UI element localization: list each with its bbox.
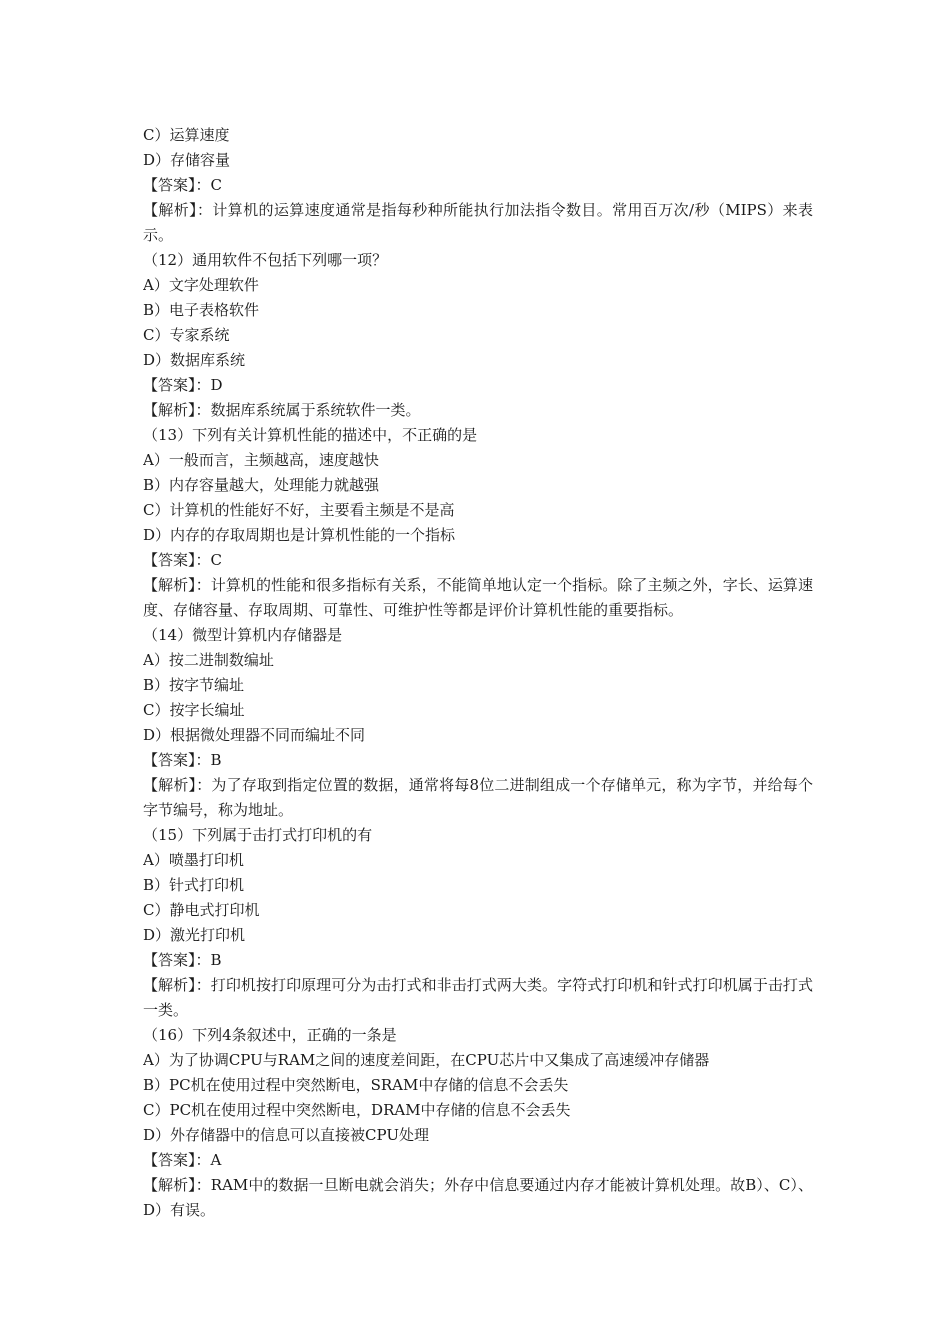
answer: 【答案】：C — [143, 551, 222, 569]
option-d: D）根据微处理器不同而编址不同 — [143, 726, 366, 744]
question-15: （15）下列属于击打式打印机的有 — [143, 826, 373, 844]
option-b: B）针式打印机 — [143, 876, 245, 894]
document-page — [143, 123, 813, 1223]
option-d: D）外存储器中的信息可以直接被CPU处理 — [143, 1126, 429, 1144]
question-13: （13）下列有关计算机性能的描述中，不正确的是 — [143, 426, 478, 444]
answer: 【答案】：B — [143, 751, 222, 769]
explanation: 【解析】：数据库系统属于系统软件一类。 — [143, 401, 421, 419]
option-a: A）按二进制数编址 — [143, 651, 274, 669]
option-d: D）激光打印机 — [143, 926, 246, 944]
option-a: A）一般而言，主频越高，速度越快 — [143, 451, 379, 469]
option-d: D）内存的存取周期也是计算机性能的一个指标 — [143, 526, 456, 544]
question-16: （16）下列4条叙述中，正确的一条是 — [143, 1026, 397, 1044]
option-a: A）为了协调CPU与RAM之间的速度差间距，在CPU芯片中又集成了高速缓冲存储器 — [143, 1051, 710, 1069]
option-d: D）数据库系统 — [143, 351, 246, 369]
option-c: C）计算机的性能好不好，主要看主频是不是高 — [143, 501, 455, 519]
question-12: （12）通用软件不包括下列哪一项？ — [143, 251, 388, 269]
option-a: A）喷墨打印机 — [143, 851, 244, 869]
answer: 【答案】：D — [143, 376, 223, 394]
option-b: B）内存容量越大，处理能力就越强 — [143, 476, 380, 494]
answer: 【答案】：C — [143, 176, 222, 194]
option-c: C）专家系统 — [143, 326, 230, 344]
answer: 【答案】：B — [143, 951, 222, 969]
question-14: （14）微型计算机内存储器是 — [143, 626, 343, 644]
answer: 【答案】：A — [143, 1151, 222, 1169]
option-c: C）运算速度 — [143, 126, 230, 144]
option-c: C）静电式打印机 — [143, 901, 260, 919]
option-c: C）PC机在使用过程中突然断电，DRAM中存储的信息不会丢失 — [143, 1101, 571, 1119]
option-c: C）按字长编址 — [143, 701, 245, 719]
explanation: 【解析】：为了存取到指定位置的数据，通常将每8位二进制组成一个存储单元，称为字节，并给每个字节编号，称为地址。 — [143, 776, 813, 819]
explanation: 【解析】：RAM中的数据一旦断电就会消失；外存中信息要通过内存才能被计算机处理。故B）、C）、D）有误。 — [143, 1176, 813, 1219]
option-a: A）文字处理软件 — [143, 276, 259, 294]
explanation: 【解析】：打印机按打印原理可分为击打式和非击打式两大类。字符式打印机和针式打印机属于击打式一类。 — [143, 976, 813, 1019]
option-b: B）按字节编址 — [143, 676, 245, 694]
option-b: B）PC机在使用过程中突然断电，SRAM中存储的信息不会丢失 — [143, 1076, 569, 1094]
option-b: B）电子表格软件 — [143, 301, 260, 319]
option-d: D）存储容量 — [143, 151, 231, 169]
explanation: 【解析】：计算机的性能和很多指标有关系，不能简单地认定一个指标。除了主频之外，字长、运算速度、存储容量、存取周期、可靠性、可维护性等都是评价计算机性能的重要指标。 — [143, 576, 813, 619]
explanation: 【解析】：计算机的运算速度通常是指每秒种所能执行加法指令数目。常用百万次/秒（MIPS）来表示。 — [143, 201, 813, 244]
